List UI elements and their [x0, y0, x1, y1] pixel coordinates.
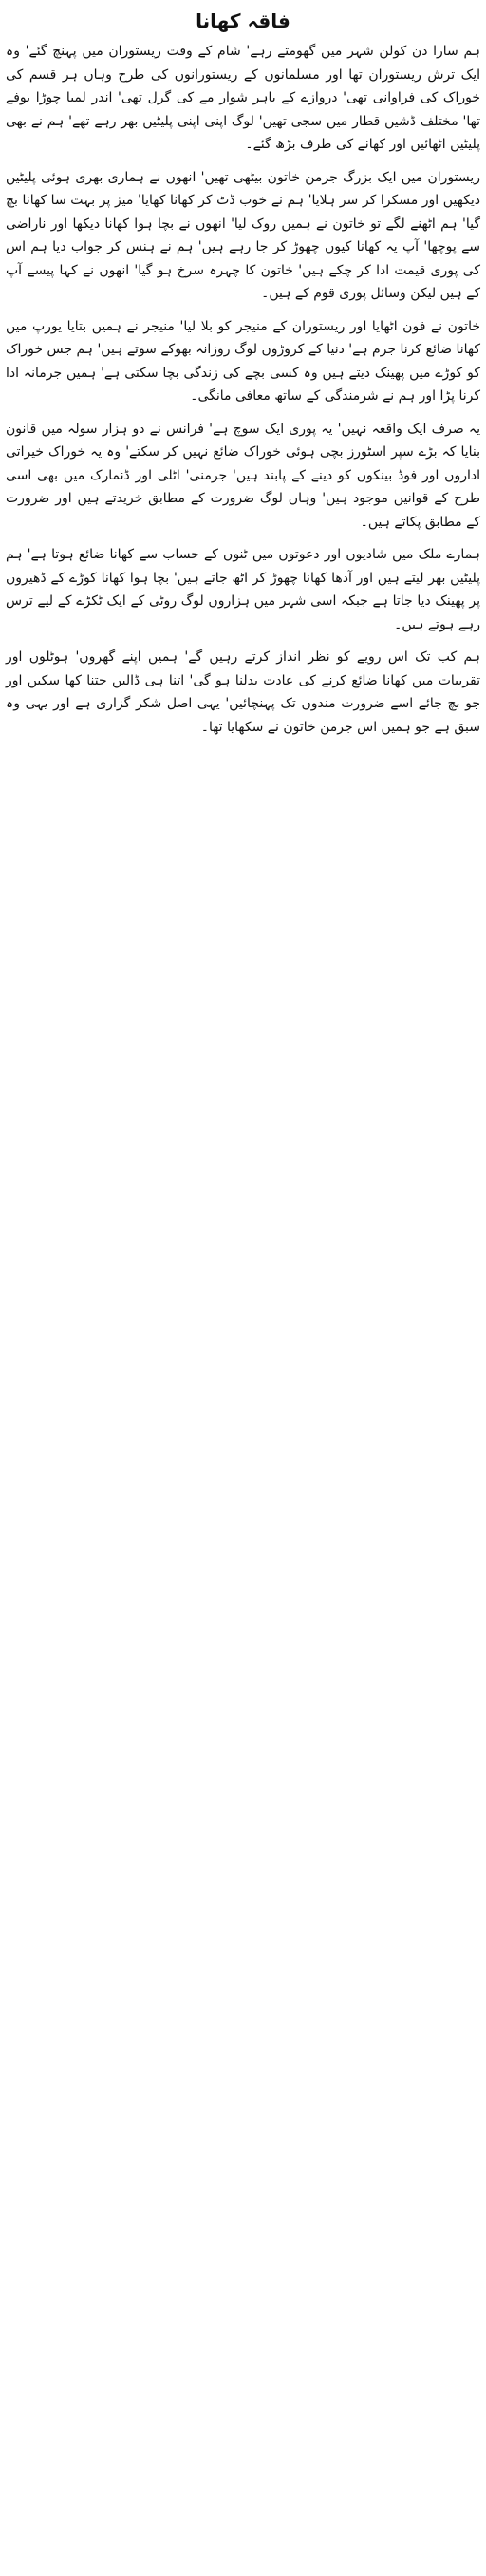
- paragraph: ہمارے ملک میں شادیوں اور دعوتوں میں ٹنوں کے حساب سے کھانا ضائع ہوتا ہے' ہم پلیٹیں بھر لیتے ہیں اور آدھا کھانا چھوڑ کر اٹھ جاتے ہیں' بچا ہوا کھانا کوڑے کے ڈھیروں پر پھینک دیا جاتا ہے جبکہ اسی شہر میں ہزاروں لوگ روٹی کے ایک ٹکڑے کے لیے ترس رہے ہوتے ہیں۔: [6, 547, 480, 632]
- paragraph: ریستوران میں ایک بزرگ جرمن خاتون بیٹھی تھیں' انھوں نے ہماری بھری ہوئی پلیٹیں دیکھیں اور مسکرا کر سر ہلایا' ہم نے خوب ڈٹ کر کھانا کھایا' میز پر بہت سا کھانا بچ گیا' ہم اٹھنے لگے تو خاتون نے ہمیں روک لیا' انھوں نے بچا ہوا کھانا دیکھا اور ناراضی سے پوچھا' آپ یہ کھانا کیوں چھوڑ کر جا رہے ہیں' ہم نے ہنس کر جواب دیا ہم اس کی پوری قیمت ادا کر چکے ہیں' خاتون کا چہرہ سرخ ہو گیا' انھوں نے کہا پیسے آپ کے ہیں لیکن وسائل پوری قوم کے ہیں۔: [6, 169, 480, 301]
- paragraph: یہ صرف ایک واقعہ نہیں' یہ پوری ایک سوچ ہے' فرانس نے دو ہزار سولہ میں قانون بنایا کہ بڑے سپر اسٹورز بچی ہوئی خوراک ضائع نہیں کر سکتے' وہ یہ خوراک خیراتی اداروں اور فوڈ بینکوں کو دینے کے پابند ہیں' جرمنی' اٹلی اور ڈنمارک میں بھی اسی طرح کے قوانین موجود ہیں' وہاں لوگ ضرورت کے مطابق خریدتے ہیں اور ضرورت کے مطابق پکاتے ہیں۔: [6, 421, 480, 530]
- paragraph: خاتون نے فون اٹھایا اور ریستوران کے منیجر کو بلا لیا' منیجر نے ہمیں بتایا یورپ میں کھانا ضائع کرنا جرم ہے' دنیا کے کروڑوں لوگ روزانہ بھوکے سوتے ہیں' ہم جس خوراک کو کوڑے میں پھینک دیتے ہیں وہ کسی بچے کی زندگی بچا سکتی ہے' ہمیں جرمانہ ادا کرنا پڑا اور ہم نے شرمندگی کے ساتھ معافی مانگی۔: [6, 318, 480, 404]
- article-title: فاقہ کھانا: [196, 9, 290, 32]
- paragraph: ہم سارا دن کولن شہر میں گھومتے رہے' شام کے وقت ریستوران میں پہنچ گئے' وہ ایک ترش ریستوران تھا اور مسلمانوں کے ریستورانوں کی طرح وہاں ہر قسم کی خوراک کی فراوانی تھی' دروازے کے باہر شوار مے کی گرل تھی' اندر لمبا چوڑا بوفے تھا' مختلف ڈشیں قطار میں سجی تھیں' لوگ اپنی اپنی پلیٹیں بھر رہے تھے' ہم نے بھی پلیٹیں اٹھائیں اور کھانے کی طرف بڑھ گئے۔: [6, 44, 480, 152]
- article-body: [6, 40, 480, 739]
- paragraph: ہم کب تک اس رویے کو نظر انداز کرتے رہیں گے' ہمیں اپنے گھروں' ہوٹلوں اور تقریبات میں کھانا ضائع کرنے کی عادت بدلنا ہو گی' اتنا ہی ڈالیں جتنا کھا سکیں اور جو بچ جائے اسے ضرورت مندوں تک پہنچائیں' یہی اصل شکر گزاری ہے اور یہی وہ سبق ہے جو ہمیں اس جرمن خاتون نے سکھایا تھا۔: [6, 649, 480, 735]
